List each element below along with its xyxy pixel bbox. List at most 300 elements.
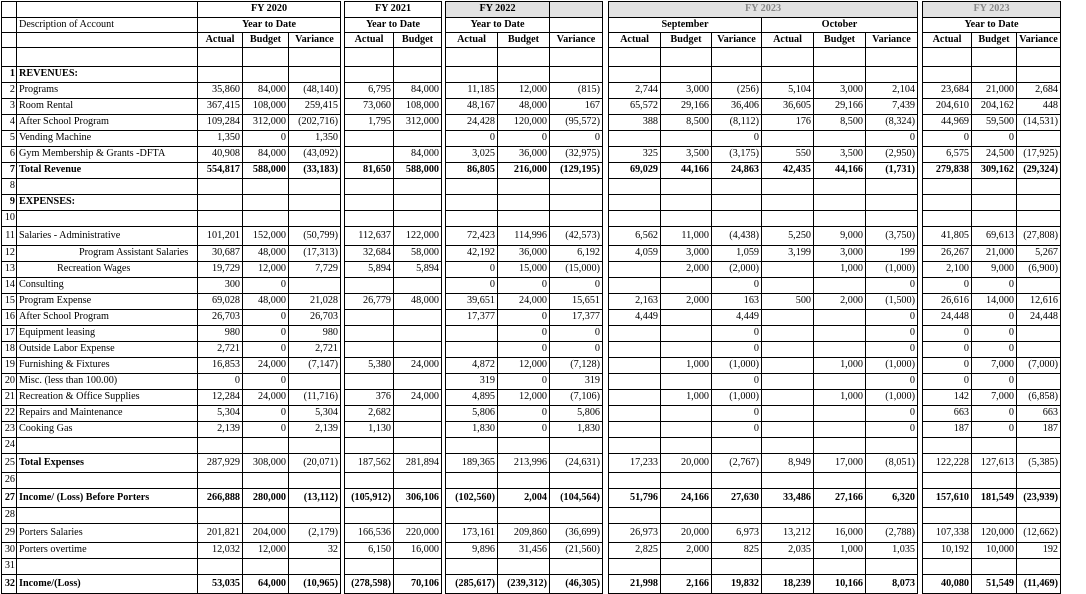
value-cell: 36,000 (498, 147, 550, 163)
value-cell: 7,729 (289, 262, 341, 278)
value-cell: (48,140) (289, 83, 341, 99)
value-cell: 0 (972, 406, 1017, 422)
value-cell: 312,000 (243, 115, 289, 131)
description-header: Description of Account (17, 18, 198, 33)
value-cell: 192 (1017, 543, 1061, 559)
value-cell (814, 310, 866, 326)
account-label: Total Expenses (17, 454, 198, 473)
value-cell: 550 (762, 147, 814, 163)
value-cell: 8,500 (661, 115, 712, 131)
account-label: After School Program (17, 310, 198, 326)
value-cell (972, 559, 1017, 575)
value-cell: 259,415 (289, 99, 341, 115)
value-cell: 201,821 (198, 524, 243, 543)
value-cell (814, 342, 866, 358)
value-cell (394, 422, 442, 438)
value-cell (1017, 326, 1061, 342)
value-cell (243, 559, 289, 575)
row-number: 10 (2, 211, 17, 227)
account-label: Porters Salaries (17, 524, 198, 543)
value-cell: (7,106) (550, 390, 603, 406)
value-cell: 0 (923, 358, 972, 374)
value-cell: 65,572 (609, 99, 661, 115)
value-cell: 0 (866, 131, 918, 147)
col-actual: Actual (609, 33, 661, 48)
header-row-periods (2, 18, 1061, 33)
col-budget: Budget (972, 33, 1017, 48)
col-budget: Budget (498, 33, 550, 48)
value-cell: 18,239 (762, 575, 814, 594)
value-cell: 73,060 (345, 99, 394, 115)
value-cell (345, 326, 394, 342)
value-cell: 44,166 (661, 163, 712, 179)
value-cell: 2,139 (289, 422, 341, 438)
value-cell: 0 (866, 422, 918, 438)
value-cell: 3,000 (814, 83, 866, 99)
value-cell: 19,729 (198, 262, 243, 278)
value-cell: 51,549 (972, 575, 1017, 594)
value-cell: 500 (762, 294, 814, 310)
value-cell: 29,166 (814, 99, 866, 115)
value-cell (762, 195, 814, 211)
value-cell: 120,000 (498, 115, 550, 131)
row-number: 15 (2, 294, 17, 310)
value-cell: 173,161 (446, 524, 498, 543)
value-cell: 325 (609, 147, 661, 163)
col-variance: Variance (866, 33, 918, 48)
value-cell: 0 (712, 326, 762, 342)
value-cell: 0 (866, 278, 918, 294)
value-cell: 279,838 (923, 163, 972, 179)
value-cell: 0 (712, 422, 762, 438)
value-cell: 33,486 (762, 489, 814, 508)
value-cell: 26,703 (198, 310, 243, 326)
value-cell: (2,788) (866, 524, 918, 543)
col-actual: Actual (762, 33, 814, 48)
value-cell: 24,428 (446, 115, 498, 131)
value-cell: (11,469) (1017, 575, 1061, 594)
value-cell: 21,000 (972, 83, 1017, 99)
account-label: Income/(Loss) (17, 575, 198, 594)
value-cell (661, 342, 712, 358)
value-cell: 24,000 (243, 358, 289, 374)
table-row (2, 246, 1061, 262)
value-cell: (20,071) (289, 454, 341, 473)
value-cell (609, 390, 661, 406)
account-label: Equipment leasing (17, 326, 198, 342)
value-cell (498, 195, 550, 211)
table-row (2, 358, 1061, 374)
value-cell (814, 278, 866, 294)
value-cell: 27,630 (712, 489, 762, 508)
value-cell: 2,166 (661, 575, 712, 594)
value-cell (446, 195, 498, 211)
value-cell (345, 438, 394, 454)
value-cell: 2,100 (923, 262, 972, 278)
value-cell (394, 508, 442, 524)
fy2021-header: FY 2021 (345, 2, 442, 18)
value-cell (762, 179, 814, 195)
value-cell (866, 438, 918, 454)
value-cell (712, 179, 762, 195)
value-cell: 0 (498, 406, 550, 422)
row-number: 13 (2, 262, 17, 278)
value-cell: 1,830 (550, 422, 603, 438)
value-cell: 12,000 (498, 358, 550, 374)
value-cell (446, 67, 498, 83)
value-cell (198, 508, 243, 524)
value-cell: 2,000 (661, 294, 712, 310)
value-cell: 0 (498, 278, 550, 294)
value-cell (762, 358, 814, 374)
value-cell (550, 559, 603, 575)
table-row (2, 262, 1061, 278)
value-cell (814, 422, 866, 438)
col-actual: Actual (446, 33, 498, 48)
account-label: Salaries - Administrative (17, 227, 198, 246)
row-number: 1 (2, 67, 17, 83)
row-number: 24 (2, 438, 17, 454)
value-cell: 30,687 (198, 246, 243, 262)
account-label: Program Expense (17, 294, 198, 310)
value-cell: (43,092) (289, 147, 341, 163)
value-cell (198, 67, 243, 83)
value-cell (814, 195, 866, 211)
value-cell (394, 326, 442, 342)
value-cell: 5,304 (198, 406, 243, 422)
value-cell: 209,860 (498, 524, 550, 543)
value-cell: 0 (550, 342, 603, 358)
value-cell (198, 179, 243, 195)
value-cell: (7,000) (1017, 358, 1061, 374)
value-cell: 1,035 (866, 543, 918, 559)
value-cell: 0 (550, 326, 603, 342)
value-cell: (1,731) (866, 163, 918, 179)
row-number: 14 (2, 278, 17, 294)
value-cell: 48,167 (446, 99, 498, 115)
value-cell: (815) (550, 83, 603, 99)
value-cell: 2,139 (198, 422, 243, 438)
value-cell: 108,000 (394, 99, 442, 115)
value-cell: 1,000 (661, 390, 712, 406)
fy2020-ytd-label: Year to Date (198, 18, 341, 33)
value-cell: (285,617) (446, 575, 498, 594)
value-cell (972, 211, 1017, 227)
value-cell: 5,250 (762, 227, 814, 246)
value-cell (923, 559, 972, 575)
value-cell (712, 559, 762, 575)
row-number: 32 (2, 575, 17, 594)
value-cell: (36,699) (550, 524, 603, 543)
value-cell: 266,888 (198, 489, 243, 508)
value-cell: 12,000 (243, 543, 289, 559)
value-cell: 1,000 (814, 543, 866, 559)
value-cell: (2,767) (712, 454, 762, 473)
value-cell (762, 473, 814, 489)
value-cell: (1,000) (866, 262, 918, 278)
value-cell (243, 195, 289, 211)
value-cell (661, 422, 712, 438)
value-cell: (32,975) (550, 147, 603, 163)
value-cell: 4,895 (446, 390, 498, 406)
value-cell: 58,000 (394, 246, 442, 262)
col-budget: Budget (661, 33, 712, 48)
value-cell: 0 (243, 310, 289, 326)
value-cell (394, 473, 442, 489)
value-cell (394, 179, 442, 195)
value-cell: 0 (712, 342, 762, 358)
value-cell: 0 (923, 374, 972, 390)
value-cell: 69,028 (198, 294, 243, 310)
value-cell: 44,166 (814, 163, 866, 179)
value-cell: 16,000 (814, 524, 866, 543)
value-cell: 0 (923, 342, 972, 358)
value-cell: 13,212 (762, 524, 814, 543)
value-cell: 24,448 (1017, 310, 1061, 326)
row-number: 26 (2, 473, 17, 489)
value-cell: 17,233 (609, 454, 661, 473)
table-row (2, 390, 1061, 406)
value-cell (289, 179, 341, 195)
value-cell: 0 (243, 342, 289, 358)
value-cell: 19,832 (712, 575, 762, 594)
value-cell: 72,423 (446, 227, 498, 246)
value-cell (243, 179, 289, 195)
value-cell: 2,004 (498, 489, 550, 508)
account-label (17, 179, 198, 195)
value-cell (923, 438, 972, 454)
value-cell: 40,908 (198, 147, 243, 163)
value-cell: 23,684 (923, 83, 972, 99)
value-cell: (46,305) (550, 575, 603, 594)
value-cell: 86,805 (446, 163, 498, 179)
value-cell: 1,000 (661, 358, 712, 374)
value-cell: 5,806 (550, 406, 603, 422)
value-cell (923, 211, 972, 227)
value-cell: 312,000 (394, 115, 442, 131)
value-cell (712, 438, 762, 454)
value-cell (1017, 211, 1061, 227)
value-cell: 281,894 (394, 454, 442, 473)
table-row (2, 211, 1061, 227)
value-cell: 11,185 (446, 83, 498, 99)
row-number: 30 (2, 543, 17, 559)
row-number: 19 (2, 358, 17, 374)
value-cell: 1,000 (814, 358, 866, 374)
value-cell: 48,000 (243, 294, 289, 310)
value-cell: 21,000 (972, 246, 1017, 262)
value-cell: 0 (972, 310, 1017, 326)
value-cell: (1,000) (866, 390, 918, 406)
value-cell: 6,562 (609, 227, 661, 246)
account-label: Programs (17, 83, 198, 99)
value-cell (609, 131, 661, 147)
value-cell: (1,000) (712, 358, 762, 374)
col-actual: Actual (345, 33, 394, 48)
value-cell (661, 67, 712, 83)
value-cell (972, 195, 1017, 211)
value-cell (661, 508, 712, 524)
value-cell (972, 508, 1017, 524)
value-cell: 0 (712, 374, 762, 390)
value-cell: (24,631) (550, 454, 603, 473)
value-cell: 26,616 (923, 294, 972, 310)
value-cell (345, 508, 394, 524)
account-label: Income/ (Loss) Before Porters (17, 489, 198, 508)
value-cell (289, 559, 341, 575)
value-cell: 152,000 (243, 227, 289, 246)
value-cell: 39,651 (446, 294, 498, 310)
value-cell: 220,000 (394, 524, 442, 543)
value-cell (498, 67, 550, 83)
fy2021-ytd-label: Year to Date (345, 18, 442, 33)
value-cell: 4,872 (446, 358, 498, 374)
value-cell: (8,324) (866, 115, 918, 131)
value-cell: 10,000 (972, 543, 1017, 559)
header-spacer-row (2, 48, 1061, 67)
value-cell (609, 422, 661, 438)
value-cell: 36,605 (762, 99, 814, 115)
value-cell (762, 508, 814, 524)
value-cell (609, 559, 661, 575)
value-cell: 0 (866, 342, 918, 358)
value-cell: (4,438) (712, 227, 762, 246)
value-cell: (278,598) (345, 575, 394, 594)
account-label: Repairs and Maintenance (17, 406, 198, 422)
value-cell: (42,573) (550, 227, 603, 246)
value-cell: (15,000) (550, 262, 603, 278)
table-row (2, 310, 1061, 326)
value-cell: 4,059 (609, 246, 661, 262)
value-cell: 2,744 (609, 83, 661, 99)
value-cell: 157,610 (923, 489, 972, 508)
value-cell: 7,439 (866, 99, 918, 115)
table-row (2, 575, 1061, 594)
value-cell (243, 473, 289, 489)
value-cell: 16,000 (394, 543, 442, 559)
october-label: October (762, 18, 918, 33)
value-cell: 107,338 (923, 524, 972, 543)
value-cell: (8,051) (866, 454, 918, 473)
table-row (2, 422, 1061, 438)
value-cell: 51,796 (609, 489, 661, 508)
value-cell (661, 278, 712, 294)
value-cell (712, 508, 762, 524)
table-row (2, 227, 1061, 246)
value-cell: 10,166 (814, 575, 866, 594)
value-cell (661, 473, 712, 489)
value-cell (712, 67, 762, 83)
header-row-years (2, 2, 1061, 18)
value-cell (498, 473, 550, 489)
account-label: Furnishing & Fixtures (17, 358, 198, 374)
value-cell: 10,192 (923, 543, 972, 559)
value-cell: 24,448 (923, 310, 972, 326)
value-cell: 0 (972, 131, 1017, 147)
value-cell: 70,106 (394, 575, 442, 594)
value-cell: 29,166 (661, 99, 712, 115)
value-cell: 1,350 (198, 131, 243, 147)
value-cell: 6,973 (712, 524, 762, 543)
value-cell: 12,284 (198, 390, 243, 406)
value-cell: (102,560) (446, 489, 498, 508)
row-number: 11 (2, 227, 17, 246)
value-cell (498, 179, 550, 195)
value-cell (661, 310, 712, 326)
value-cell: 3,500 (814, 147, 866, 163)
value-cell: 8,500 (814, 115, 866, 131)
value-cell: 0 (712, 278, 762, 294)
value-cell: 163 (712, 294, 762, 310)
value-cell (446, 473, 498, 489)
value-cell: 20,000 (661, 454, 712, 473)
value-cell (712, 211, 762, 227)
row-number: 21 (2, 390, 17, 406)
row-number: 3 (2, 99, 17, 115)
value-cell (762, 438, 814, 454)
value-cell: 187,562 (345, 454, 394, 473)
value-cell: (1,500) (866, 294, 918, 310)
value-cell: 8,949 (762, 454, 814, 473)
value-cell: 388 (609, 115, 661, 131)
value-cell (289, 278, 341, 294)
table-row (2, 179, 1061, 195)
value-cell: 42,192 (446, 246, 498, 262)
fy2023-ytd-header: FY 2023 (923, 2, 1061, 18)
value-cell: 588,000 (394, 163, 442, 179)
table-row (2, 115, 1061, 131)
account-label: Cooking Gas (17, 422, 198, 438)
value-cell: 5,806 (446, 406, 498, 422)
value-cell (1017, 438, 1061, 454)
value-cell: 122,228 (923, 454, 972, 473)
value-cell (550, 195, 603, 211)
value-cell: 48,000 (394, 294, 442, 310)
value-cell (661, 559, 712, 575)
value-cell: 5,380 (345, 358, 394, 374)
value-cell: 216,000 (498, 163, 550, 179)
value-cell (972, 179, 1017, 195)
value-cell: (129,195) (550, 163, 603, 179)
value-cell: 27,166 (814, 489, 866, 508)
table-row (2, 559, 1061, 575)
value-cell (1017, 508, 1061, 524)
value-cell: (239,312) (498, 575, 550, 594)
value-cell (762, 278, 814, 294)
value-cell: 15,651 (550, 294, 603, 310)
value-cell (550, 211, 603, 227)
value-cell: 319 (550, 374, 603, 390)
value-cell: 24,000 (243, 390, 289, 406)
value-cell (550, 179, 603, 195)
value-cell (609, 195, 661, 211)
account-label (17, 438, 198, 454)
value-cell: 9,000 (972, 262, 1017, 278)
value-cell (661, 406, 712, 422)
value-cell: 0 (972, 342, 1017, 358)
value-cell: 0 (972, 422, 1017, 438)
value-cell: 0 (446, 278, 498, 294)
value-cell (814, 473, 866, 489)
value-cell (289, 473, 341, 489)
value-cell (550, 508, 603, 524)
col-variance: Variance (550, 33, 603, 48)
value-cell: 166,536 (345, 524, 394, 543)
value-cell (446, 559, 498, 575)
value-cell: 0 (923, 278, 972, 294)
value-cell (866, 211, 918, 227)
value-cell: 6,320 (866, 489, 918, 508)
